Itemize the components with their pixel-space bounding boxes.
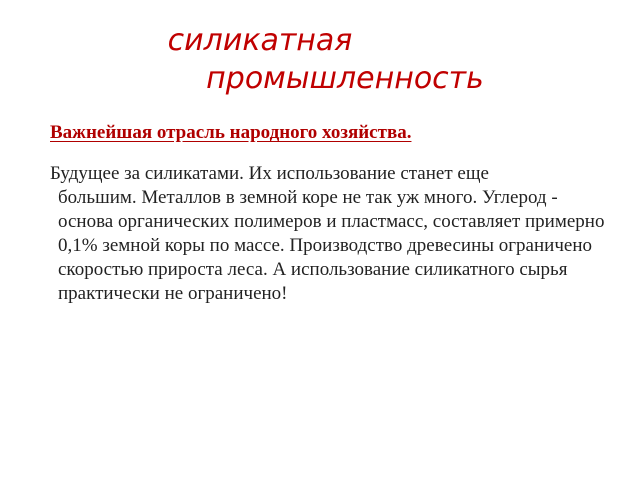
slide-paragraph	[44, 162, 614, 306]
paragraph-first-line: Будущее за силикатами. Их использование станет еще	[50, 163, 489, 184]
slide-title	[0, 22, 640, 98]
slide-subtitle: Важнейшая отрасль народного хозяйства.	[50, 122, 412, 143]
paragraph-rest: большим. Металлов в земной коре не так уж много. Углерод - основа органических полимеров и пластмасс, составляет примерно 0,1% земной коры по массе. Производство древесины ограничено скоростью прироста леса. А использование силикатного сырья практически не ограничено!	[58, 187, 605, 304]
slide-title-line-1: силикатная	[167, 23, 353, 58]
slide-title-line-2: промышленность	[206, 61, 484, 96]
